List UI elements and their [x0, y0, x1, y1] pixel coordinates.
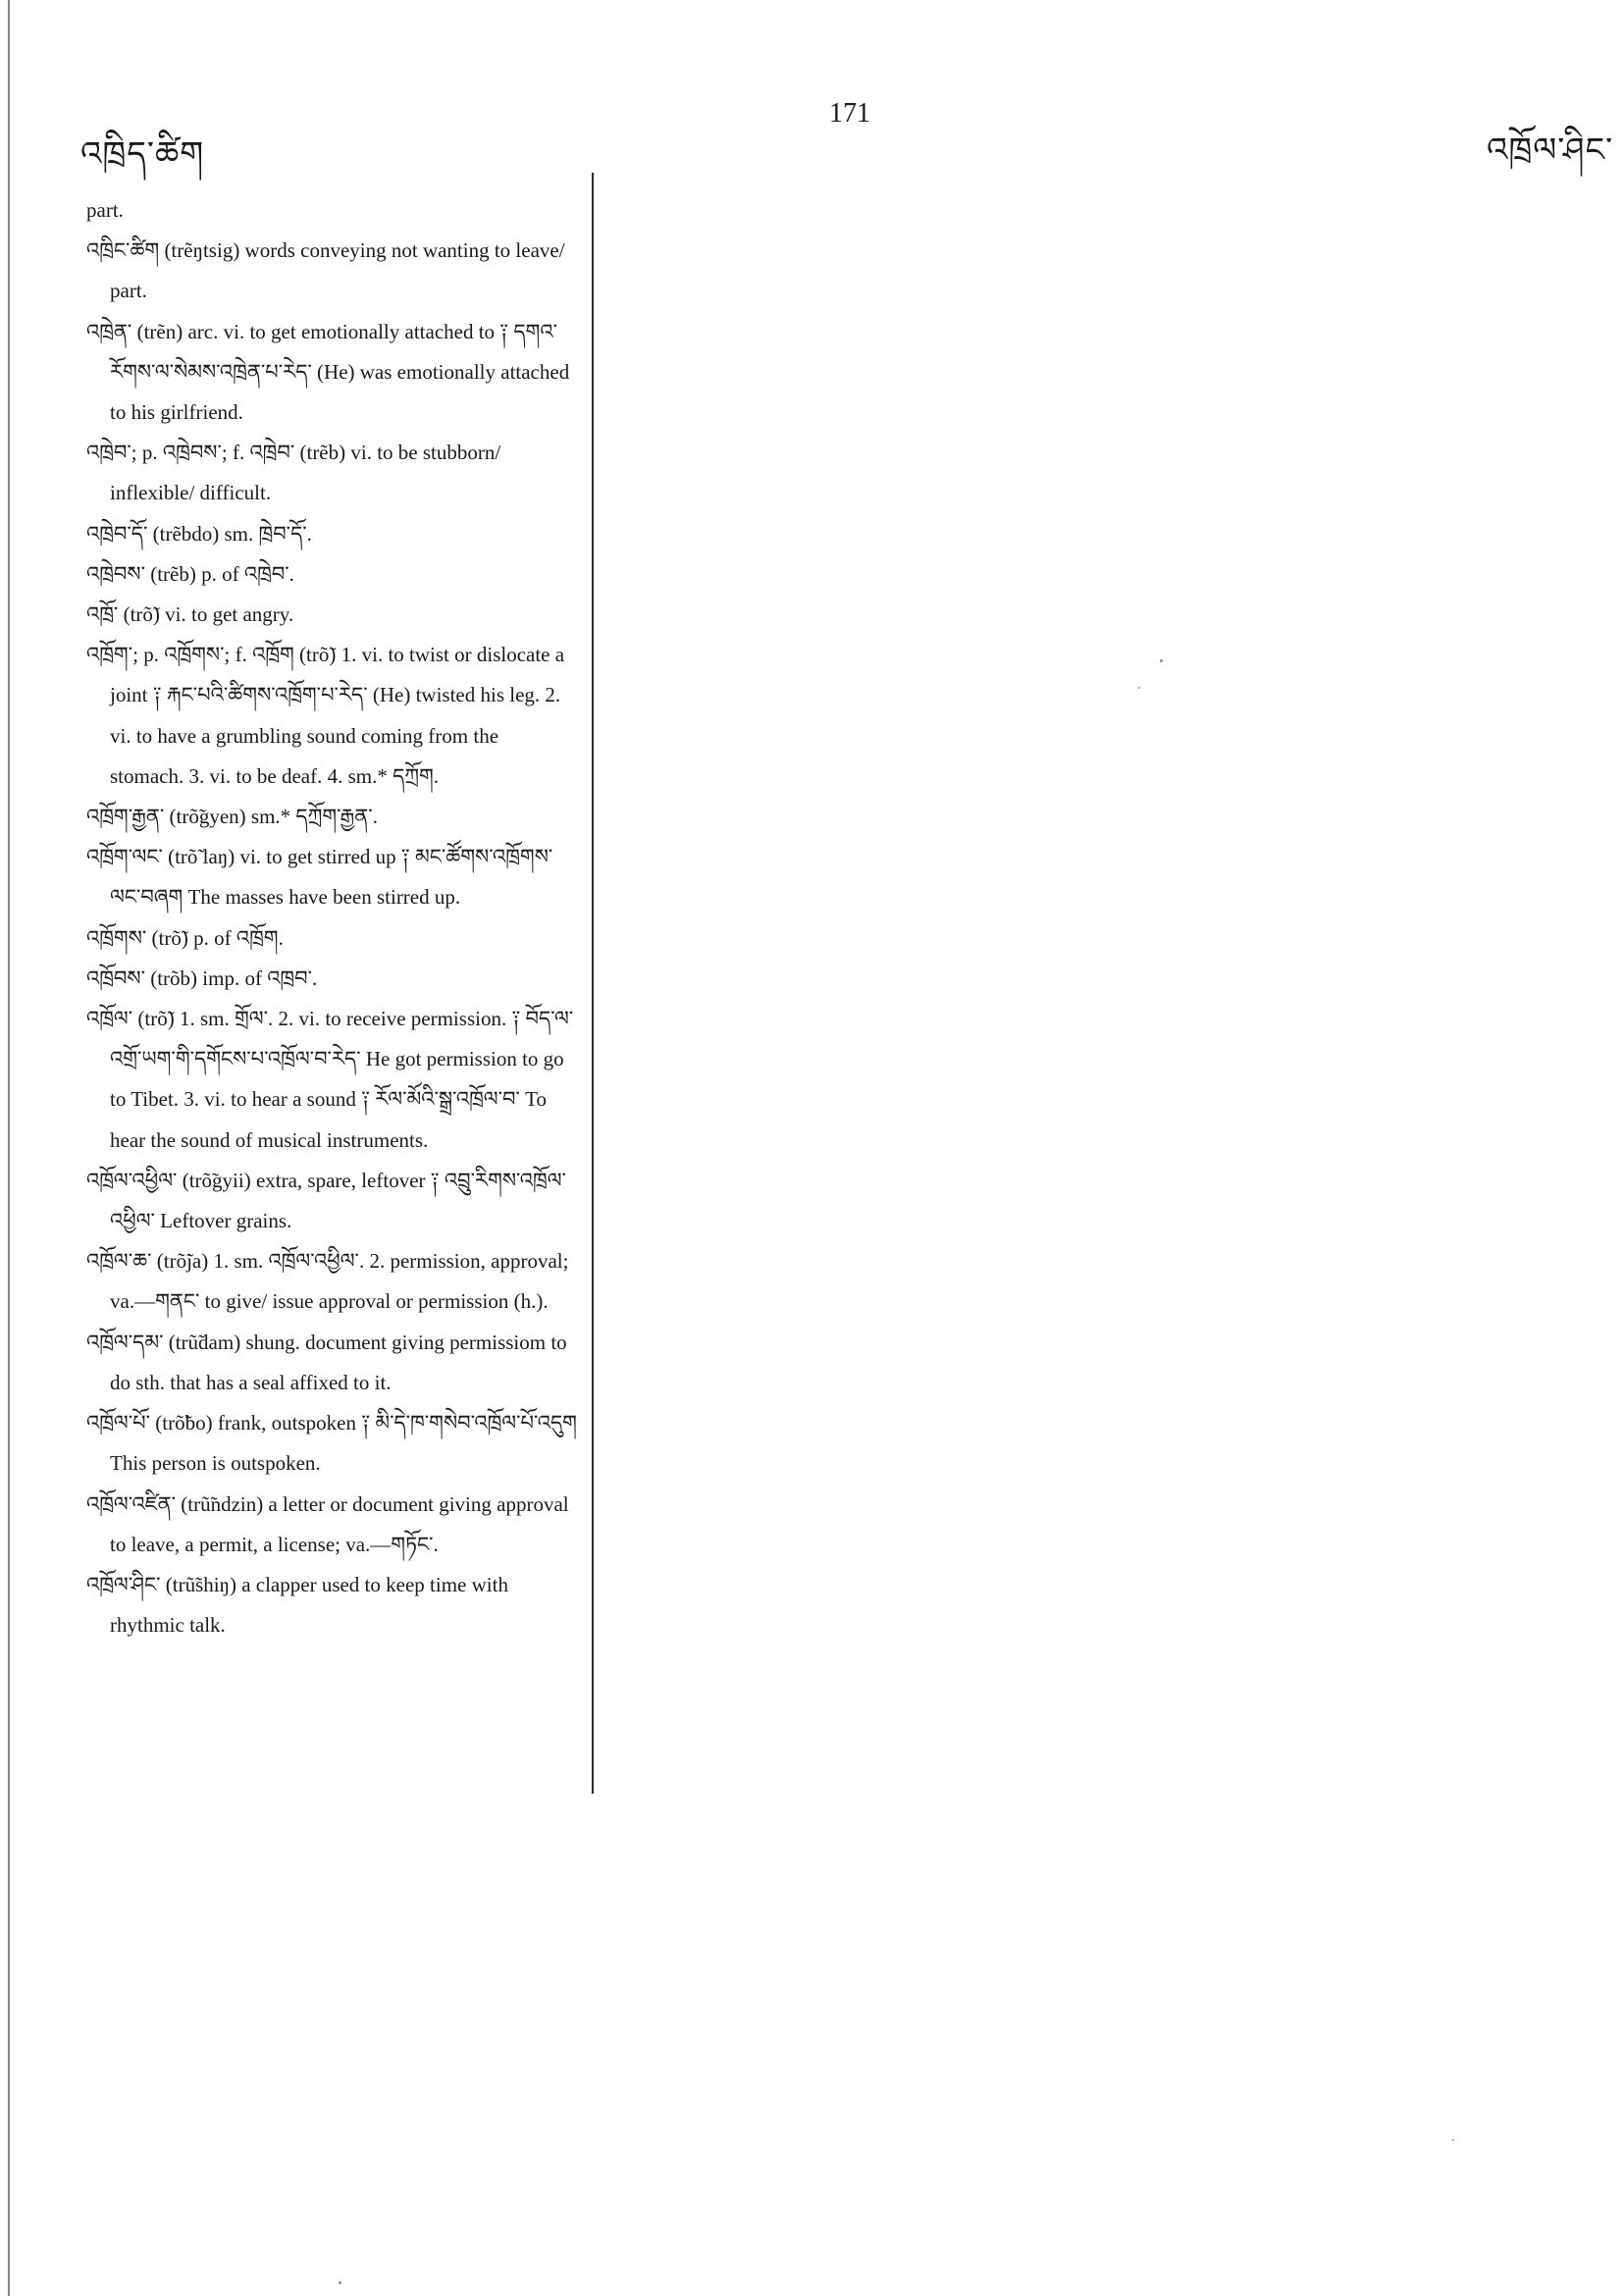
dictionary-entry: འཁྲེབས་ (trẽb) p. of འཁྲེབ་. [86, 561, 294, 586]
page-number: 171 [829, 98, 870, 129]
dictionary-entry: འཁྲོག་; p. འཁྲོགས་; f. འཁྲོག (trõ̃) 1. vi. to twist or dislocate a joint ༑ རྐང་པའི་ཚིགས་འཁྲོག་པ་རེད་ (He) twisted his leg. 2. vi. to have a grumbling sound coming from the stomach. 3. vi. to be deaf. 4. sm.* དཀྲོག. [86, 643, 565, 788]
column-rule [592, 173, 594, 1794]
dictionary-entry: འཁྲོལ་ (trõ̃) 1. sm. གྲོལ་. 2. vi. to receive permission. ༑ བོད་ལ་འགྲོ་ཡག་གི་དགོངས་པ་འཁྲོལ་བ་རེད་ He got permission to go to Tibet. 3. vi. to hear a sound ༑ རོལ་མོའི་སྒྲ་འཁྲོལ་བ་ To hear the sound of musical instruments. [86, 1007, 574, 1152]
dictionary-entry: འཁྲོབས་ (trõb) imp. of འཁྲབ་. [86, 965, 318, 990]
dictionary-entry: འཁྲོལ་པོ་ (trõ̃bo) frank, outspoken ༑ མི་དེ་ཁ་གསེབ་འཁྲོལ་པོ་འདུག This person is outspoken. [86, 1411, 577, 1476]
dictionary-column [86, 190, 577, 1645]
dictionary-entry: འཁྲེབ་དོ་ (trẽbdo) sm. ཁྲེབ་དོ་. [86, 521, 312, 546]
scan-speck [339, 2281, 341, 2284]
dictionary-entry: འཁྲོལ་དམ་ (trũ̃dam) shung. document giving permissiom to do sth. that has a seal affixed to it. [86, 1330, 567, 1394]
dictionary-entry: འཁྲིང་ཚིག (trẽŋtsig) words conveying not wanting to leave/ part. [86, 238, 565, 303]
scan-speck [1160, 659, 1163, 662]
dictionary-entry: འཁྲོགས་ (trõ̃) p. of འཁྲོག. [86, 925, 284, 950]
scan-speck [1452, 2139, 1454, 2141]
dictionary-entry: འཁྲོ་ (trõ̃) vi. to get angry. [86, 602, 294, 627]
scan-speck [1138, 687, 1140, 689]
guide-word-left: འཁྲིད་ཚིག [80, 136, 205, 173]
dictionary-entry: འཁྲོག་ལང་ (trõ̃ laŋ) vi. to get stirred up ༑ མང་ཚོགས་འཁྲོགས་ལང་བཞག The masses have been stirred up. [86, 845, 553, 910]
dictionary-entry: འཁྲོལ་ཆ་ (trõ̃ja) 1. sm. འཁྲོལ་འཕྱིལ་. 2. permission, approval; va.—གནང་ to give/ issue approval or permission (h.). [86, 1249, 569, 1314]
dictionary-entry: འཁྲེབ་; p. འཁྲེབས་; f. འཁྲེབ་ (trẽb) vi. to be stubborn/ inflexible/ difficult. [86, 441, 501, 505]
dictionary-entry: part. [86, 198, 124, 222]
dictionary-entry: འཁྲོལ་འཛིན་ (trũ̃ndzin) a letter or document giving approval to leave, a permit, a license; va.—གཏོང་. [86, 1491, 569, 1556]
scan-edge [8, 0, 10, 2296]
dictionary-entry: འཁྲོག་རྒྱན་ (trõ̃gyen) sm.* དཀྲོག་རྒྱན་. [86, 805, 378, 829]
dictionary-entry: འཁྲེན་ (trẽn) arc. vi. to get emotionally attached to ༑ དགའ་རོགས་ལ་སེམས་འཁྲེན་པ་རེད་ (He) was emotionally attached to his girlfriend. [86, 319, 570, 425]
guide-word-right: འཁྲོལ་ཤིང་ [1487, 132, 1614, 169]
dictionary-entry: འཁྲོལ་འཕྱིལ་ (trõ̃gyii) extra, spare, leftover ༑ འབྲུ་རིགས་འཁྲོལ་འཕྱིལ་ Leftover grains. [86, 1168, 566, 1233]
dictionary-entry: འཁྲོལ་ཤིང་ (trũ̃shiŋ) a clapper used to keep time with rhythmic talk. [86, 1572, 508, 1638]
